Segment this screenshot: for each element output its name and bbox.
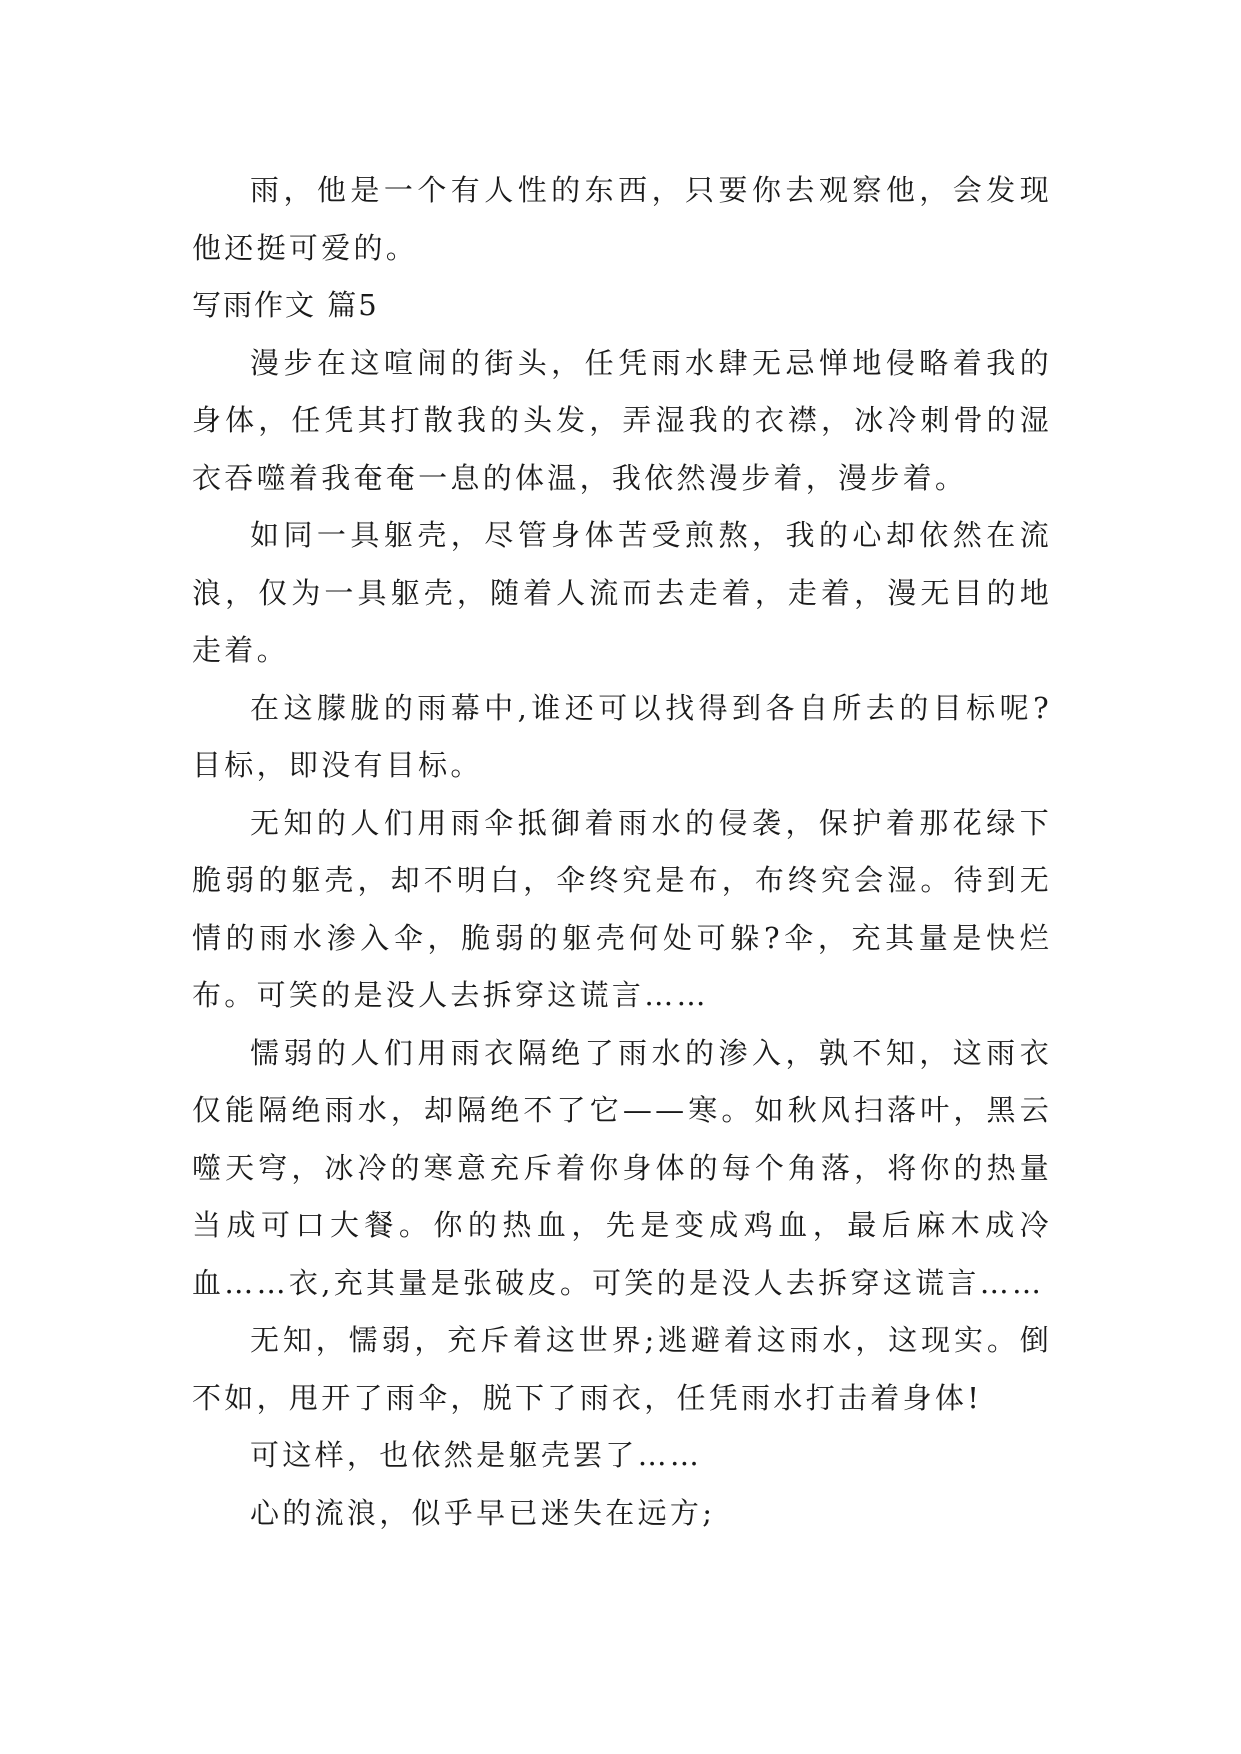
paragraph: 如同一具躯壳，尽管身体苦受煎熬，我的心却依然在流浪，仅为一具躯壳，随着人流而去走着，走着，漫无目的地走着。 xyxy=(192,518,1052,667)
paragraph: 在这朦胧的雨幕中,谁还可以找得到各自所去的目标呢?目标，即没有目标。 xyxy=(192,690,1052,782)
document-body xyxy=(192,162,1052,1542)
paragraph: 无知，懦弱，充斥着这世界;逃避着这雨水，这现实。倒不如，甩开了雨伞，脱下了雨衣，任凭雨水打击着身体! xyxy=(192,1323,1052,1415)
section-title: 写雨作文 篇5 xyxy=(192,288,379,322)
paragraph: 可这样，也依然是躯壳罢了…… xyxy=(250,1438,703,1472)
paragraph: 懦弱的人们用雨衣隔绝了雨水的渗入，孰不知，这雨衣仅能隔绝雨水，却隔绝不了它——寒。如秋风扫落叶，黑云噬天穹，冰冷的寒意充斥着你身体的每个角落，将你的热量当成可口大餐。你的热血，先是变成鸡血，最后麻木成冷血……衣,充其量是张破皮。可笑的是没人去拆穿这谎言…… xyxy=(192,1035,1052,1300)
paragraph: 漫步在这喧闹的街头，任凭雨水肆无忌惮地侵略着我的身体，任凭其打散我的头发，弄湿我的衣襟，冰冷刺骨的湿衣吞噬着我奄奄一息的体温，我依然漫步着，漫步着。 xyxy=(192,345,1052,495)
paragraph-intro: 雨，他是一个有人性的东西，只要你去观察他，会发现他还挺可爱的。 xyxy=(192,173,1052,265)
paragraph: 无知的人们用雨伞抵御着雨水的侵袭，保护着那花绿下脆弱的躯壳，却不明白，伞终究是布，布终究会湿。待到无情的雨水渗入伞，脆弱的躯壳何处可躲?伞，充其量是快烂布。可笑的是没人去拆穿这谎言…… xyxy=(192,805,1052,1012)
paragraph: 心的流浪，似乎早已迷失在远方; xyxy=(250,1495,716,1530)
